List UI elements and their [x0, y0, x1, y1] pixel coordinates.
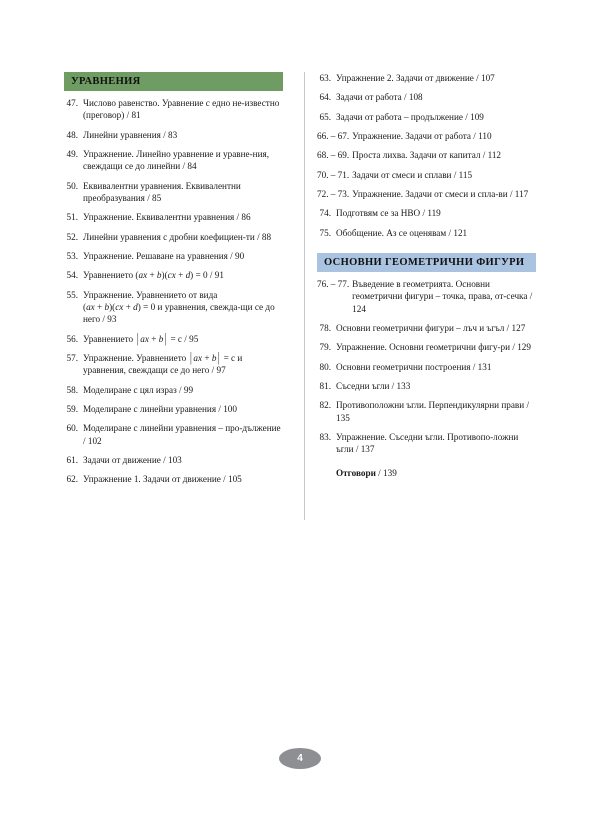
formula-var-ax: ax	[138, 270, 148, 281]
toc-entry-text: Моделиране с линейни уравнения / 100	[83, 403, 237, 414]
toc-entry-number: 74.	[319, 208, 331, 219]
formula-op: +	[94, 301, 105, 312]
toc-entry-text: Задачи от движение / 103	[83, 454, 182, 465]
toc-entry[interactable]	[317, 207, 536, 219]
toc-entry-text	[83, 352, 283, 377]
toc-entry[interactable]	[317, 399, 536, 424]
toc-entry[interactable]	[317, 149, 536, 161]
toc-entry-text	[83, 330, 283, 346]
toc-entry-formula[interactable]	[64, 289, 283, 326]
two-column-layout	[64, 72, 536, 493]
toc-entry[interactable]	[317, 111, 536, 123]
toc-entry-text: Упражнение. Задачи от смеси и спла-ви / 117	[352, 188, 529, 199]
toc-entry-number: 64.	[319, 92, 331, 103]
toc-entry-text: Моделиране с линейни уравнения – про-дължение / 102	[83, 423, 281, 446]
toc-entry[interactable]	[317, 130, 536, 142]
toc-entry-number: 63.	[319, 73, 331, 83]
toc-entry[interactable]	[317, 431, 536, 456]
toc-entry[interactable]	[317, 278, 536, 315]
toc-entry-text: Съседни ъгли / 133	[336, 380, 411, 391]
toc-entry-number: 81.	[319, 380, 331, 391]
formula-var-b: b	[104, 301, 110, 312]
toc-entry-number: 76. – 77.	[317, 278, 350, 289]
formula-lead-line: Упражнение. Уравнението от вида	[83, 289, 218, 300]
toc-entry-number: 75.	[319, 227, 331, 238]
toc-entry[interactable]	[64, 422, 283, 447]
toc-entry[interactable]	[64, 211, 283, 223]
toc-entry-number: 83.	[319, 431, 331, 442]
toc-entry-text: Проста лихва. Задачи от капитал / 112	[352, 150, 502, 161]
toc-entry[interactable]	[317, 380, 536, 392]
toc-entry-text: Упражнение. Линейно уравнение и уравне-ния, свеждащи се до линейни / 84	[83, 148, 270, 172]
formula-tail: = c и уравнения, свеждащи се до него / 97	[83, 352, 243, 376]
abs-bar-close-icon: |	[164, 330, 167, 346]
toc-entry-formula[interactable]	[64, 269, 283, 281]
toc-entry[interactable]	[317, 91, 536, 103]
toc-entry-number: 62.	[66, 474, 78, 485]
toc-content	[64, 72, 536, 493]
formula-op: +	[202, 352, 212, 363]
toc-entry[interactable]	[64, 231, 283, 243]
toc-entry-text: Моделиране с цял израз / 99	[83, 384, 194, 395]
formula-tail: = 0 / 91	[193, 270, 224, 281]
toc-entry-text: Линейни уравнения / 83	[83, 129, 178, 140]
toc-entry-text: Еквивалентни уравнения. Еквивалентни преобразувания / 85	[83, 180, 241, 203]
toc-entry[interactable]	[64, 473, 283, 485]
formula-prefix: Уравнението	[83, 333, 136, 344]
formula-tail: = 0 и уравнения, свежда-щи се до него / 93	[83, 301, 275, 325]
toc-entry-formula[interactable]	[64, 330, 283, 346]
formula-prefix: Упражнение. Уравнението	[83, 352, 189, 363]
toc-entry[interactable]	[317, 72, 536, 84]
toc-entry-text: Обобщение. Аз се оценявам / 121	[336, 227, 468, 238]
formula-var-d: d	[133, 301, 138, 312]
formula-var-b: b	[211, 352, 217, 363]
abs-bar-open-icon: |	[136, 330, 139, 346]
toc-entry[interactable]	[317, 188, 536, 200]
toc-entry-number: 57.	[66, 352, 78, 363]
toc-entry-number: 52.	[66, 231, 78, 242]
toc-entry-text: Основни геометрични фигури – лъч и ъгъл / 127	[336, 322, 526, 333]
formula-var-ax: ax	[193, 352, 203, 363]
toc-entry[interactable]	[317, 227, 536, 239]
toc-entry-text: Упражнение. Основни геометрични фигу-ри / 129	[336, 342, 531, 353]
toc-entry-text: Упражнение. Уравнението от вида (ax + b)(cx + d) = 0 и уравнения, свежда-щи се до него / 93	[83, 289, 275, 325]
toc-entry-text: Задачи от смеси и сплави / 115	[352, 169, 473, 180]
toc-entry-text: Линейни уравнения с дробни коефициен-ти / 88	[83, 231, 272, 242]
toc-entry-answers[interactable]	[317, 467, 536, 479]
formula-op: +	[148, 333, 159, 344]
toc-entry-text: Упражнение. Задачи от работа / 110	[352, 130, 492, 141]
toc-entry-text: Числово равенство. Уравнение с едно не-известно (преговор) / 81	[83, 98, 280, 121]
toc-entry-number: 66. – 67.	[317, 130, 350, 141]
abs-bar-open-icon: |	[190, 350, 192, 365]
toc-entry-formula[interactable]	[64, 352, 283, 377]
toc-entry-text: Упражнение. Съседни ъгли. Противопо-ложни ъгли / 137	[336, 431, 519, 455]
formula-prefix: Уравнението	[83, 270, 136, 281]
toc-entry-text: Задачи от работа – продължение / 109	[336, 111, 484, 122]
toc-entry-text: Противоположни ъгли. Перпендикулярни прави / 135	[336, 400, 530, 423]
toc-entry-text: Въведение в геометрията. Основни геометрични фигури – точка, права, от-сечка / 124	[352, 278, 533, 314]
toc-entry-text: Упражнение. Еквивалентни уравнения / 86	[83, 212, 251, 223]
formula-var-cx: cx	[167, 270, 176, 281]
toc-entry[interactable]	[317, 322, 536, 334]
toc-entry-text: Упражнение. Решаване на уравнения / 90	[83, 250, 245, 261]
toc-entry[interactable]	[64, 384, 283, 396]
toc-entry-number: 49.	[66, 148, 78, 159]
column-divider	[304, 72, 305, 520]
toc-entry[interactable]	[64, 250, 283, 262]
toc-entry-number: 65.	[319, 111, 331, 122]
toc-entry-number: 55.	[66, 289, 78, 300]
toc-entry-text: Уравнението (ax + b)(cx + d) = 0 / 91	[83, 270, 224, 281]
formula-op: +	[147, 270, 157, 281]
formula-op: +	[123, 301, 134, 312]
toc-left-column	[64, 72, 283, 493]
toc-entry-number: 82.	[319, 400, 331, 411]
toc-entry-number: 78.	[319, 322, 331, 333]
toc-entry[interactable]	[64, 454, 283, 466]
toc-entry-number: 79.	[319, 342, 331, 353]
formula-tail: = c / 95	[168, 333, 199, 344]
formula-var-ax: ax	[86, 301, 95, 312]
toc-entry-number: 61.	[66, 454, 78, 465]
toc-entry-text	[336, 467, 536, 479]
formula-var-ax: ax	[140, 333, 149, 344]
toc-entry-number: 60.	[66, 423, 78, 434]
formula-op: +	[175, 270, 186, 281]
section-heading-geometry: ОСНОВНИ ГЕОМЕТРИЧНИ ФИГУРИ	[317, 253, 536, 272]
answers-page-ref: / 139	[375, 467, 397, 478]
toc-entry-number: 54.	[66, 270, 78, 281]
toc-entry-number: 59.	[66, 403, 78, 414]
formula-var-d: d	[185, 270, 191, 281]
toc-entry[interactable]	[64, 148, 283, 173]
toc-entry-text: Упражнение 1. Задачи от движение / 105	[83, 474, 242, 485]
page-number-badge: 4	[279, 748, 321, 769]
toc-entry-number: 58.	[66, 384, 78, 395]
toc-entry-number: 68. – 69.	[317, 150, 350, 161]
toc-entry-number: 70. – 71.	[317, 169, 350, 180]
toc-entry[interactable]	[64, 180, 283, 205]
toc-entry-number: 50.	[66, 180, 78, 191]
toc-right-column	[317, 72, 536, 486]
toc-entry[interactable]	[317, 341, 536, 353]
toc-entry[interactable]	[64, 403, 283, 415]
toc-entry-text: Упражнение 2. Задачи от движение / 107	[336, 73, 495, 83]
toc-entry[interactable]	[317, 361, 536, 373]
formula-var-b: b	[156, 270, 162, 281]
toc-entry-text: Задачи от работа / 108	[336, 92, 423, 103]
answers-label: Отговори	[336, 467, 376, 478]
toc-entry-text: Подготвям се за НВО / 119	[336, 208, 441, 219]
toc-entry-number: 51.	[66, 212, 78, 223]
toc-entry-text: Основни геометрични построения / 131	[336, 361, 492, 372]
toc-entry-number: 47.	[66, 98, 78, 108]
toc-entry[interactable]	[64, 97, 283, 122]
formula-var-cx: cx	[115, 301, 124, 312]
toc-entry[interactable]	[64, 129, 283, 141]
toc-entry-number: 56.	[66, 333, 78, 344]
section-heading-equations: УРАВНЕНИЯ	[64, 72, 283, 91]
abs-bar-close-icon: |	[217, 350, 220, 365]
toc-entry-number: 72. – 73.	[317, 188, 350, 199]
toc-entry-number: 53.	[66, 250, 78, 261]
formula-var-b: b	[158, 333, 164, 344]
toc-entry[interactable]	[317, 169, 536, 181]
toc-entry-number: 48.	[66, 129, 78, 140]
toc-entry-number: 80.	[319, 361, 331, 372]
